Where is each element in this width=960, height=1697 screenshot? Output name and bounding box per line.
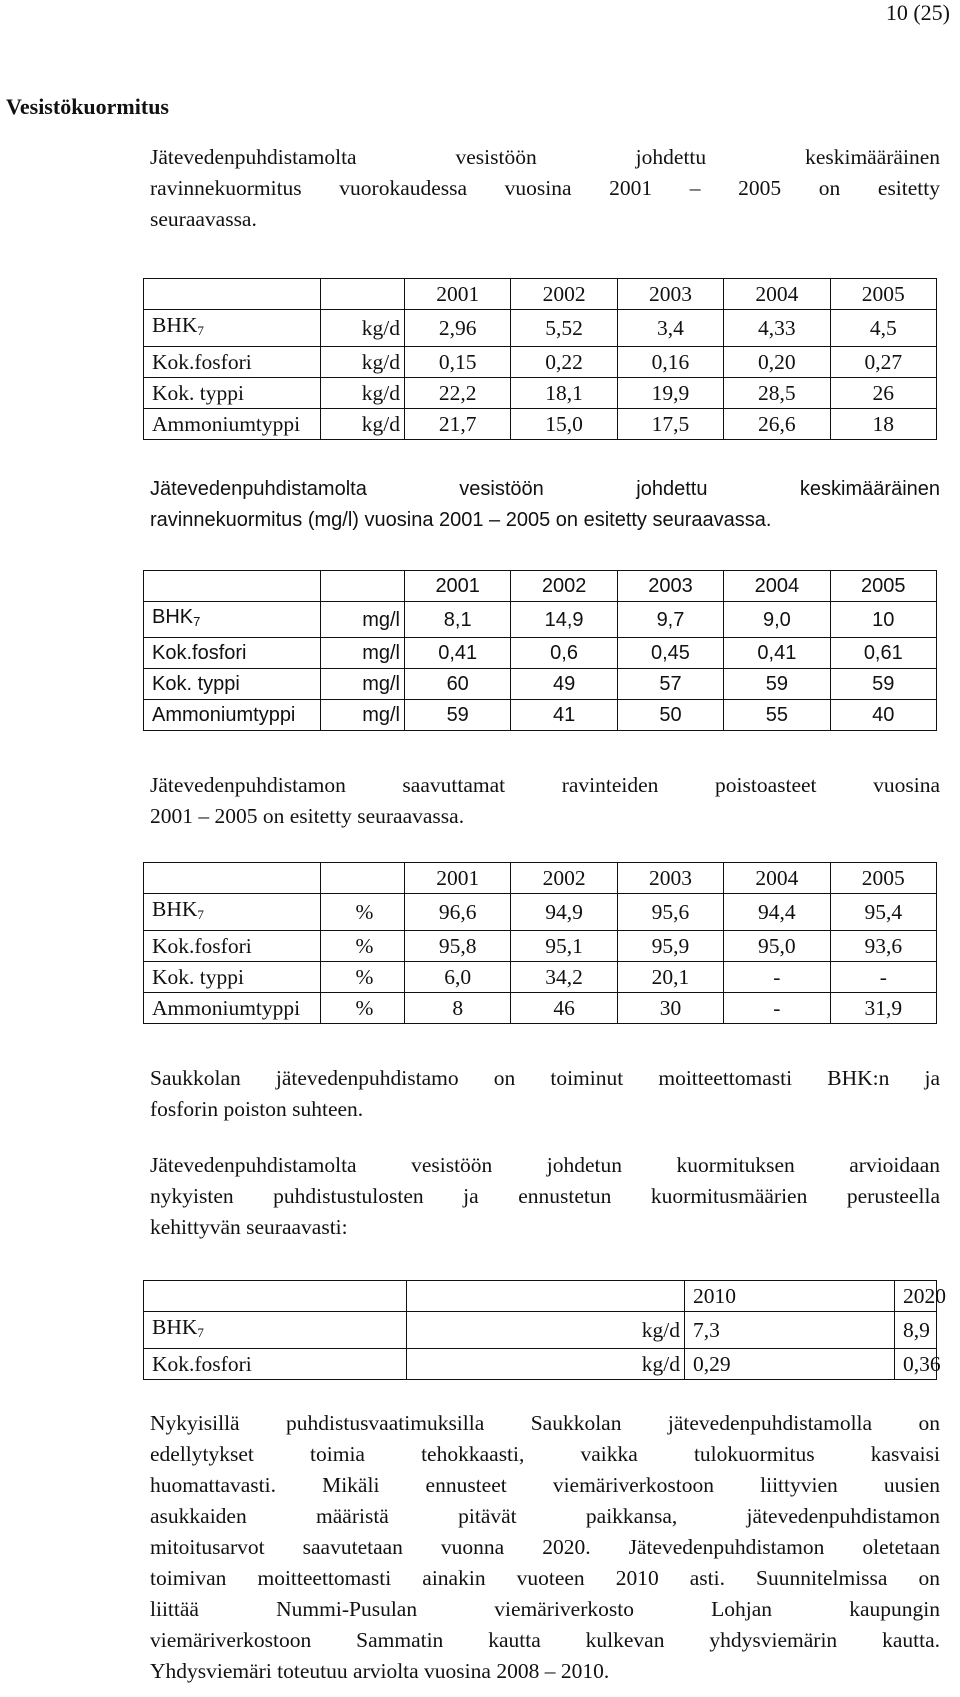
value-cell: 17,5: [617, 409, 723, 440]
intro-paragraph-removal-rates: [150, 770, 940, 832]
value-cell: 94,4: [724, 894, 830, 931]
row-label: Kok.fosfori: [144, 1349, 407, 1380]
empty-cell: [321, 863, 405, 894]
paragraph-line: Saukkolan jätevedenpuhdistamo on toiminut moitteettomasti BHK:n ja: [150, 1066, 940, 1090]
unit-cell: kg/d: [321, 347, 405, 378]
paragraph-line: fosforin poiston suhteen.: [150, 1097, 364, 1121]
year-header: 2002: [511, 279, 617, 310]
year-header: 2002: [511, 571, 617, 602]
empty-cell: [407, 1281, 685, 1312]
row-label: $BHK_7$: [144, 894, 321, 931]
value-cell: 0,36: [895, 1349, 937, 1380]
value-cell: 8,1: [405, 602, 511, 638]
table-row: [144, 602, 937, 638]
value-cell: 0,6: [511, 638, 617, 669]
value-cell: 8: [405, 993, 511, 1024]
value-cell: 20,1: [617, 962, 723, 993]
paragraph-line: seuraavassa.: [150, 207, 257, 231]
paragraph-line: 2001 – 2005 on esitetty seuraavassa.: [150, 804, 465, 828]
value-cell: 93,6: [830, 931, 936, 962]
empty-cell: [144, 279, 321, 310]
value-cell: 14,9: [511, 602, 617, 638]
value-cell: 5,52: [511, 310, 617, 347]
paragraph-line: Jätevedenpuhdistamon saavuttamat ravinteiden poistoasteet vuosina: [150, 773, 940, 797]
value-cell: 60: [405, 669, 511, 700]
year-header: 2001: [405, 571, 511, 602]
paragraph-line: Yhdysviemäri toteutuu arviolta vuosina 2008 – 2010.: [150, 1659, 610, 1683]
year-header: 2020: [895, 1281, 937, 1312]
value-cell: 4,33: [724, 310, 830, 347]
table-row: [144, 1349, 937, 1380]
value-cell: 55: [724, 700, 830, 731]
empty-cell: [321, 279, 405, 310]
value-cell: 2,96: [405, 310, 511, 347]
year-header: 2005: [830, 863, 936, 894]
paragraph-line: Jätevedenpuhdistamolta vesistöön johdettu keskimääräinen: [150, 478, 940, 500]
paragraph-line: kehittyvän seuraavasti:: [150, 1215, 348, 1239]
value-cell: 34,2: [511, 962, 617, 993]
unit-cell: %: [321, 993, 405, 1024]
value-cell: 59: [830, 669, 936, 700]
value-cell: 26: [830, 378, 936, 409]
value-cell: 0,61: [830, 638, 936, 669]
paragraph-line: liittää Nummi-Pusulan viemäriverkosto Lohjan kaupungin: [150, 1597, 940, 1621]
year-header: 2010: [685, 1281, 895, 1312]
value-cell: 59: [405, 700, 511, 731]
unit-cell: mg/l: [321, 602, 405, 638]
unit-cell: kg/d: [321, 409, 405, 440]
year-header: 2003: [617, 279, 723, 310]
value-cell: 18: [830, 409, 936, 440]
table-header-row: [144, 279, 937, 310]
unit-cell: kg/d: [321, 378, 405, 409]
value-cell: 96,6: [405, 894, 511, 931]
concentration-table: [143, 570, 937, 731]
value-cell: 0,45: [617, 638, 723, 669]
paragraph-line: Jätevedenpuhdistamolta vesistöön johdetun kuormituksen arvioidaan: [150, 1153, 940, 1177]
value-cell: 46: [511, 993, 617, 1024]
daily-load-table: [143, 278, 937, 440]
section-heading: Vesistökuormitus: [6, 94, 169, 119]
table-header-row: [144, 863, 937, 894]
value-cell: 95,6: [617, 894, 723, 931]
intro-paragraph-concentration: [150, 474, 940, 536]
value-cell: 49: [511, 669, 617, 700]
table-row: [144, 347, 937, 378]
table-row: [144, 894, 937, 931]
empty-cell: [144, 863, 321, 894]
value-cell: 0,20: [724, 347, 830, 378]
year-header: 2001: [405, 863, 511, 894]
table-header-row: [144, 1281, 937, 1312]
year-header: 2005: [830, 571, 936, 602]
value-cell: 0,29: [685, 1349, 895, 1380]
unit-cell: mg/l: [321, 638, 405, 669]
paragraph-line: Nykyisillä puhdistusvaatimuksilla Saukkolan jätevedenpuhdistamolla on: [150, 1411, 940, 1435]
value-cell: -: [724, 993, 830, 1024]
table-row: [144, 1312, 937, 1349]
paragraph-line: mitoitusarvot saavutetaan vuonna 2020. Jätevedenpuhdistamon oletetaan: [150, 1535, 940, 1559]
table-row: [144, 638, 937, 669]
empty-cell: [144, 571, 321, 602]
value-cell: 3,4: [617, 310, 723, 347]
value-cell: 22,2: [405, 378, 511, 409]
unit-cell: %: [321, 962, 405, 993]
paragraph-line: ravinnekuormitus (mg/l) vuosina 2001 – 2005 on esitetty seuraavassa.: [150, 509, 772, 531]
paragraph-line: asukkaiden määristä pitävät paikkansa, jätevedenpuhdistamon: [150, 1504, 940, 1528]
table-row: [144, 409, 937, 440]
table-row: [144, 993, 937, 1024]
value-cell: 9,7: [617, 602, 723, 638]
unit-cell: %: [321, 931, 405, 962]
paragraph-line: huomattavasti. Mikäli ennusteet viemäriverkostoon liittyvien uusien: [150, 1473, 940, 1497]
value-cell: 8,9: [895, 1312, 937, 1349]
value-cell: 26,6: [724, 409, 830, 440]
year-header: 2004: [724, 571, 830, 602]
value-cell: 0,41: [724, 638, 830, 669]
paragraph-line: edellytykset toimia tehokkaasti, vaikka tulokuormitus kasvaisi: [150, 1442, 940, 1466]
value-cell: 0,16: [617, 347, 723, 378]
year-header: 2001: [405, 279, 511, 310]
row-label: Ammoniumtyppi: [144, 993, 321, 1024]
paragraph-line: ravinnekuormitus vuorokaudessa vuosina 2001 – 2005 on esitetty: [150, 176, 940, 200]
value-cell: 4,5: [830, 310, 936, 347]
row-label: $BHK_7$: [144, 310, 321, 347]
page-number: 10 (25): [885, 0, 950, 25]
row-label: Kok. typpi: [144, 378, 321, 409]
unit-cell: kg/d: [321, 310, 405, 347]
paragraph-line: toimivan moitteettomasti ainakin vuoteen 2010 asti. Suunnitelmissa on: [150, 1566, 940, 1590]
value-cell: 57: [617, 669, 723, 700]
row-label: Kok.fosfori: [144, 347, 321, 378]
value-cell: 59: [724, 669, 830, 700]
row-label: Kok. typpi: [144, 669, 321, 700]
intro-paragraph-daily-load: [150, 142, 940, 235]
value-cell: 95,9: [617, 931, 723, 962]
value-cell: -: [830, 962, 936, 993]
row-label: $BHK_7$: [144, 602, 321, 638]
row-label: $BHK_7$: [144, 1312, 407, 1349]
value-cell: 19,9: [617, 378, 723, 409]
year-header: 2003: [617, 863, 723, 894]
value-cell: 95,1: [511, 931, 617, 962]
value-cell: 0,22: [511, 347, 617, 378]
value-cell: 18,1: [511, 378, 617, 409]
value-cell: 95,4: [830, 894, 936, 931]
row-label: Kok. typpi: [144, 962, 321, 993]
value-cell: 9,0: [724, 602, 830, 638]
unit-cell: kg/d: [407, 1349, 685, 1380]
value-cell: -: [724, 962, 830, 993]
row-label: Kok.fosfori: [144, 638, 321, 669]
value-cell: 0,15: [405, 347, 511, 378]
value-cell: 15,0: [511, 409, 617, 440]
value-cell: 95,0: [724, 931, 830, 962]
table-row: [144, 962, 937, 993]
removal-rate-table: [143, 862, 937, 1024]
row-label: Ammoniumtyppi: [144, 700, 321, 731]
value-cell: 50: [617, 700, 723, 731]
table-row: [144, 700, 937, 731]
table-row: [144, 931, 937, 962]
paragraph-line: nykyisten puhdistustulosten ja ennustetun kuormitusmäärien perusteella: [150, 1184, 940, 1208]
year-header: 2003: [617, 571, 723, 602]
unit-cell: %: [321, 894, 405, 931]
paragraph-line: Jätevedenpuhdistamolta vesistöön johdettu keskimääräinen: [150, 145, 940, 169]
value-cell: 30: [617, 993, 723, 1024]
table-row: [144, 669, 937, 700]
value-cell: 31,9: [830, 993, 936, 1024]
row-label: Ammoniumtyppi: [144, 409, 321, 440]
table-row: [144, 378, 937, 409]
year-header: 2002: [511, 863, 617, 894]
year-header: 2004: [724, 863, 830, 894]
paragraph-plant-performance: [150, 1063, 940, 1125]
forecast-table: [143, 1280, 946, 1380]
value-cell: 7,3: [685, 1312, 895, 1349]
empty-cell: [321, 571, 405, 602]
unit-cell: mg/l: [321, 669, 405, 700]
table-header-row: [144, 571, 937, 602]
paragraph-line: viemäriverkostoon Sammatin kautta kulkevan yhdysviemärin kautta.: [150, 1628, 940, 1652]
value-cell: 21,7: [405, 409, 511, 440]
paragraph-forecast-intro: [150, 1150, 940, 1243]
table-row: [144, 310, 937, 347]
value-cell: 0,41: [405, 638, 511, 669]
year-header: 2004: [724, 279, 830, 310]
paragraph-capacity-outlook: [150, 1408, 940, 1687]
year-header: 2005: [830, 279, 936, 310]
value-cell: 94,9: [511, 894, 617, 931]
empty-cell: [144, 1281, 407, 1312]
value-cell: 41: [511, 700, 617, 731]
row-label: Kok.fosfori: [144, 931, 321, 962]
unit-cell: kg/d: [407, 1312, 685, 1349]
value-cell: 28,5: [724, 378, 830, 409]
unit-cell: mg/l: [321, 700, 405, 731]
value-cell: 95,8: [405, 931, 511, 962]
value-cell: 6,0: [405, 962, 511, 993]
value-cell: 40: [830, 700, 936, 731]
value-cell: 0,27: [830, 347, 936, 378]
value-cell: 10: [830, 602, 936, 638]
